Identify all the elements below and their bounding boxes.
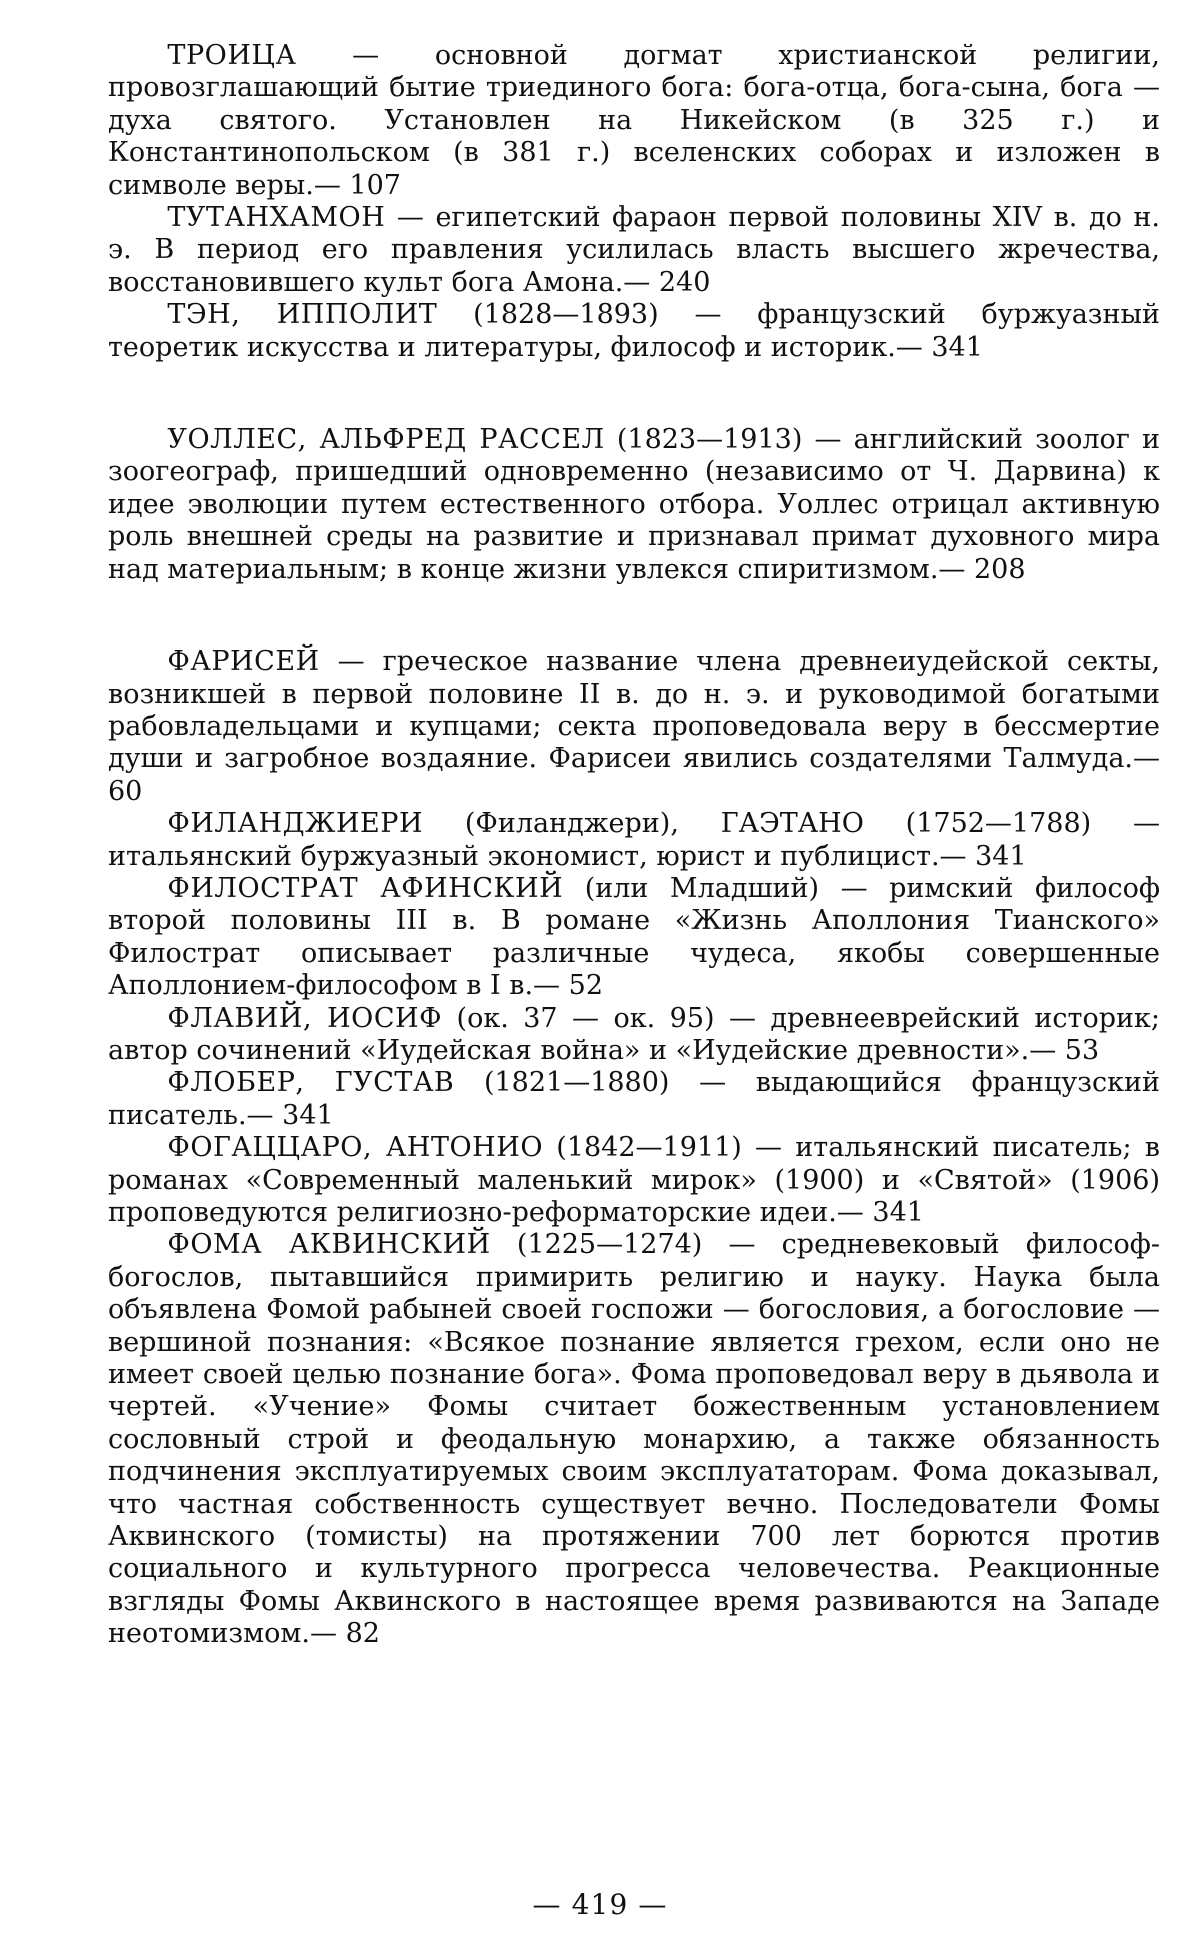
entry-aquinas [108,1229,1160,1650]
entry-group-u [108,424,1160,586]
page-number: — 419 — [532,1888,668,1921]
entry-head: ФИЛОСТРАТ АФИНСКИЙ [167,872,564,904]
entry-head: УОЛЛЕС, АЛЬФРЕД РАССЕЛ [167,424,605,456]
entry-text: (1821—1880) — выдающийся французский писатель.— 341 [108,1067,1160,1131]
entry-text: (1828—1893) — французский буржуазный теоретик искусства и литературы, философ и историк.— 341 [108,299,1161,363]
entry-head: ТРОИЦА [167,40,297,71]
entry-flaubert [108,1067,1160,1132]
entry-text: (1842—1911) — итальянский писатель; в романах «Современный маленький мирок» (1900) и «Святой» (1906) проповедуются религиозно-реформаторские идеи.— 341 [108,1132,1160,1228]
entry-troitsa [108,40,1160,202]
entry-text: (1823—1913) — английский зоолог и зоогеограф, пришедший одновременно (независимо от Ч. Дарвина) к идее эволюции путем естественного отбора. Уоллес отрицал активную роль внешней среды на развитие и признавал примат духовного мира над материальным; в конце жизни увлекся спиритизмом.— 208 [108,424,1160,585]
entry-group-t [108,40,1160,364]
entry-head: ФАРИСЕЙ [167,646,320,678]
entry-ten [108,299,1160,364]
entry-text: (Филанджери), ГАЭТАНО (1752—1788) — итальянский буржуазный экономист, юрист и публицист.— 341 [108,808,1160,872]
entry-text: — основной догмат христианской религии, провозглашающий бытие триединого бога: бога-отца, бога-сына, бога — духа святого. Установлен на Никейском (в 325 г.) и Константинопольском (в 381 г.) вселенских соборах и изложен в символе веры.— 107 [108,40,1160,201]
entry-fogazzaro [108,1132,1160,1229]
entry-text: (или Младший) — римский философ второй половины III в. В романе «Жизнь Аполлония Тианского» Филострат описывает различные чудеса, якобы совершенные Аполлонием-философом в I в.— 52 [108,872,1160,1002]
entry-filostrat [108,873,1160,1003]
entry-head: ФЛОБЕР, ГУСТАВ [167,1067,455,1099]
entry-tutankhamon [108,202,1160,299]
entry-head: ФИЛАНДЖИЕРИ [167,808,424,840]
entry-head: ФЛАВИЙ, ИОСИФ [167,1002,443,1034]
entry-text: — египетский фараон первой половины XIV в. до н. э. В период его правления усилилась власть высшего жречества, восстановившего культ бога Амона.— 240 [108,202,1160,298]
entry-flavius [108,1003,1160,1068]
entry-wallace [108,424,1160,586]
entry-head: ТЭН, ИППОЛИТ [167,299,438,331]
entry-text: (1225—1274) — средневековый философ-богослов, пытавшийся примирить религию и науку. Наука была объявлена Фомой рабыней своей госпожи — богословия, а богословие — вершиной познания: «Всякое познание является грехом, если оно не имеет своей целью познание бога». Фома проповедовал веру в дьявола и чертей. «Учение» Фомы считает божественным установлением сословный строй и феодальную монархию, а также обязанность подчинения эксплуатируемых своим эксплуататорам. Фома доказывал, что частная собственность существует вечно. Последователи Фомы Аквинского (томисты) на протяжении 700 лет борются против социального и культурного прогресса человечества. Реакционные взгляды Фомы Аквинского в настоящее время развиваются на Западе неотомизмом.— 82 [108,1229,1160,1650]
entry-head: ФОМА АКВИНСКИЙ [167,1229,491,1261]
index-page [108,40,1160,1651]
entry-head: ФОГАЦЦАРО, АНТОНИО [167,1132,544,1164]
entry-farisei [108,646,1160,808]
entry-group-f [108,646,1160,1651]
entry-filangieri [108,808,1160,873]
entry-head: ТУТАНХАМОН [167,202,386,234]
entry-text: — греческое название члена древнеиудейской секты, возникшей в первой половине II в. до н. э. и руководимой богатыми рабовладельцами и купцами; секта проповедовала веру в бессмертие души и загробное воздаяние. Фарисеи явились создателями Талмуда.— 60 [108,646,1160,807]
entry-text: (ок. 37 — ок. 95) — древнееврейский историк; автор сочинений «Иудейская война» и «Иудейские древности».— 53 [108,1002,1160,1066]
